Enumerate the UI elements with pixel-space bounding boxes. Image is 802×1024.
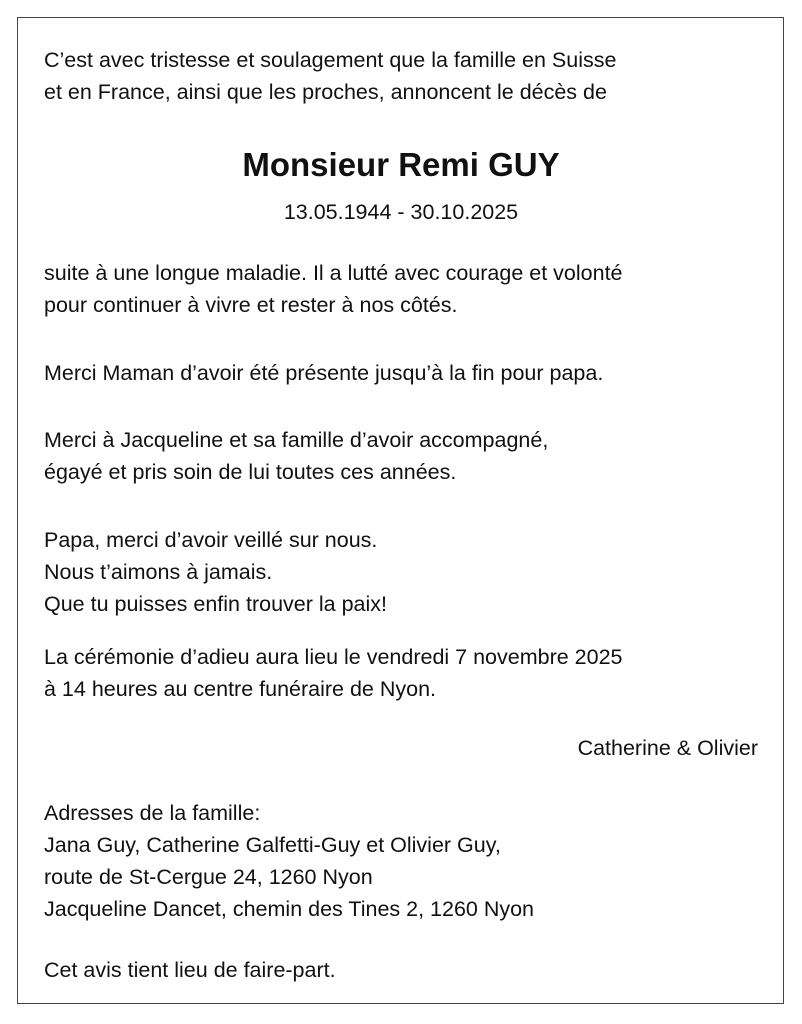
- farewell-line: Papa, merci d’avoir veillé sur nous.: [44, 528, 378, 552]
- intro-line: et en France, ainsi que les proches, annoncent le décès de: [44, 80, 607, 104]
- ceremony-line: La cérémonie d’adieu aura lieu le vendredi 7 novembre 2025: [44, 645, 623, 669]
- address-line: Jana Guy, Catherine Galfetti-Guy et Olivier Guy,: [44, 833, 501, 857]
- thanks-mother: Merci Maman d’avoir été présente jusqu’à la fin pour papa.: [44, 361, 604, 385]
- deceased-name: Monsieur Remi GUY: [242, 146, 560, 183]
- thanks-jacqueline-line: égayé et pris soin de lui toutes ces années.: [44, 460, 457, 484]
- farewell-line: Nous t’aimons à jamais.: [44, 560, 273, 584]
- illness-line: pour continuer à vivre et rester à nos côtés.: [44, 293, 458, 317]
- ceremony-line: à 14 heures au centre funéraire de Nyon.: [44, 677, 437, 701]
- illness-line: suite à une longue maladie. Il a lutté avec courage et volonté: [44, 261, 623, 285]
- intro-line: C’est avec tristesse et soulagement que la famille en Suisse: [44, 48, 617, 72]
- closing-note: Cet avis tient lieu de faire-part.: [44, 958, 336, 982]
- address-line: route de St-Cergue 24, 1260 Nyon: [44, 865, 373, 889]
- address-line: Jacqueline Dancet, chemin des Tines 2, 1260 Nyon: [44, 897, 535, 921]
- farewell-line: Que tu puisses enfin trouver la paix!: [44, 592, 387, 616]
- life-dates: 13.05.1944 - 30.10.2025: [283, 200, 519, 224]
- thanks-jacqueline-line: Merci à Jacqueline et sa famille d’avoir accompagné,: [44, 428, 549, 452]
- addresses-heading: Adresses de la famille:: [44, 801, 261, 825]
- signature: Catherine & Olivier: [577, 736, 758, 760]
